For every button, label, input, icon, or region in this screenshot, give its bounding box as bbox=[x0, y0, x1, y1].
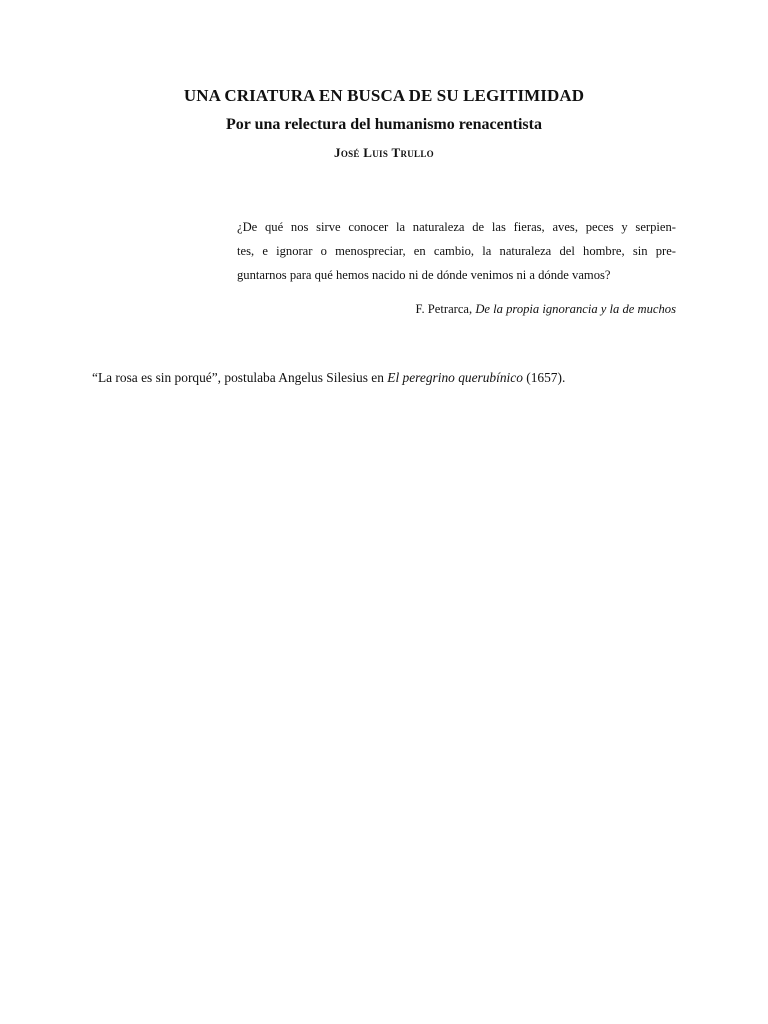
epigraph-quote bbox=[237, 215, 676, 287]
citation-work-title: De la propia ignorancia y la de muchos bbox=[475, 302, 676, 316]
document-author: José Luis Trullo bbox=[334, 145, 434, 160]
epigraph-line: ¿De qué nos sirve conocer la naturaleza de las fieras, aves, peces y serpien- bbox=[237, 220, 676, 234]
document-title: UNA CRIATURA EN BUSCA DE SU LEGITIMIDAD bbox=[183, 86, 585, 105]
epigraph-line: guntarnos para qué hemos nacido ni de dónde venimos ni a dónde vamos? bbox=[237, 268, 611, 282]
citation-author: F. Petrarca, bbox=[415, 302, 476, 316]
epigraph-line: tes, e ignorar o menospreciar, en cambio, la naturaleza del hombre, sin pre- bbox=[237, 244, 676, 258]
body-paragraph bbox=[92, 368, 692, 388]
document-subtitle: Por una relectura del humanismo renacentista bbox=[226, 116, 542, 133]
epigraph-citation bbox=[415, 302, 676, 317]
paragraph-work-title: El peregrino querubínico bbox=[387, 370, 523, 385]
paragraph-text-end: (1657). bbox=[522, 370, 566, 385]
paragraph-text-start: “La rosa es sin porqué”, postulaba Angelus Silesius en bbox=[92, 370, 388, 385]
